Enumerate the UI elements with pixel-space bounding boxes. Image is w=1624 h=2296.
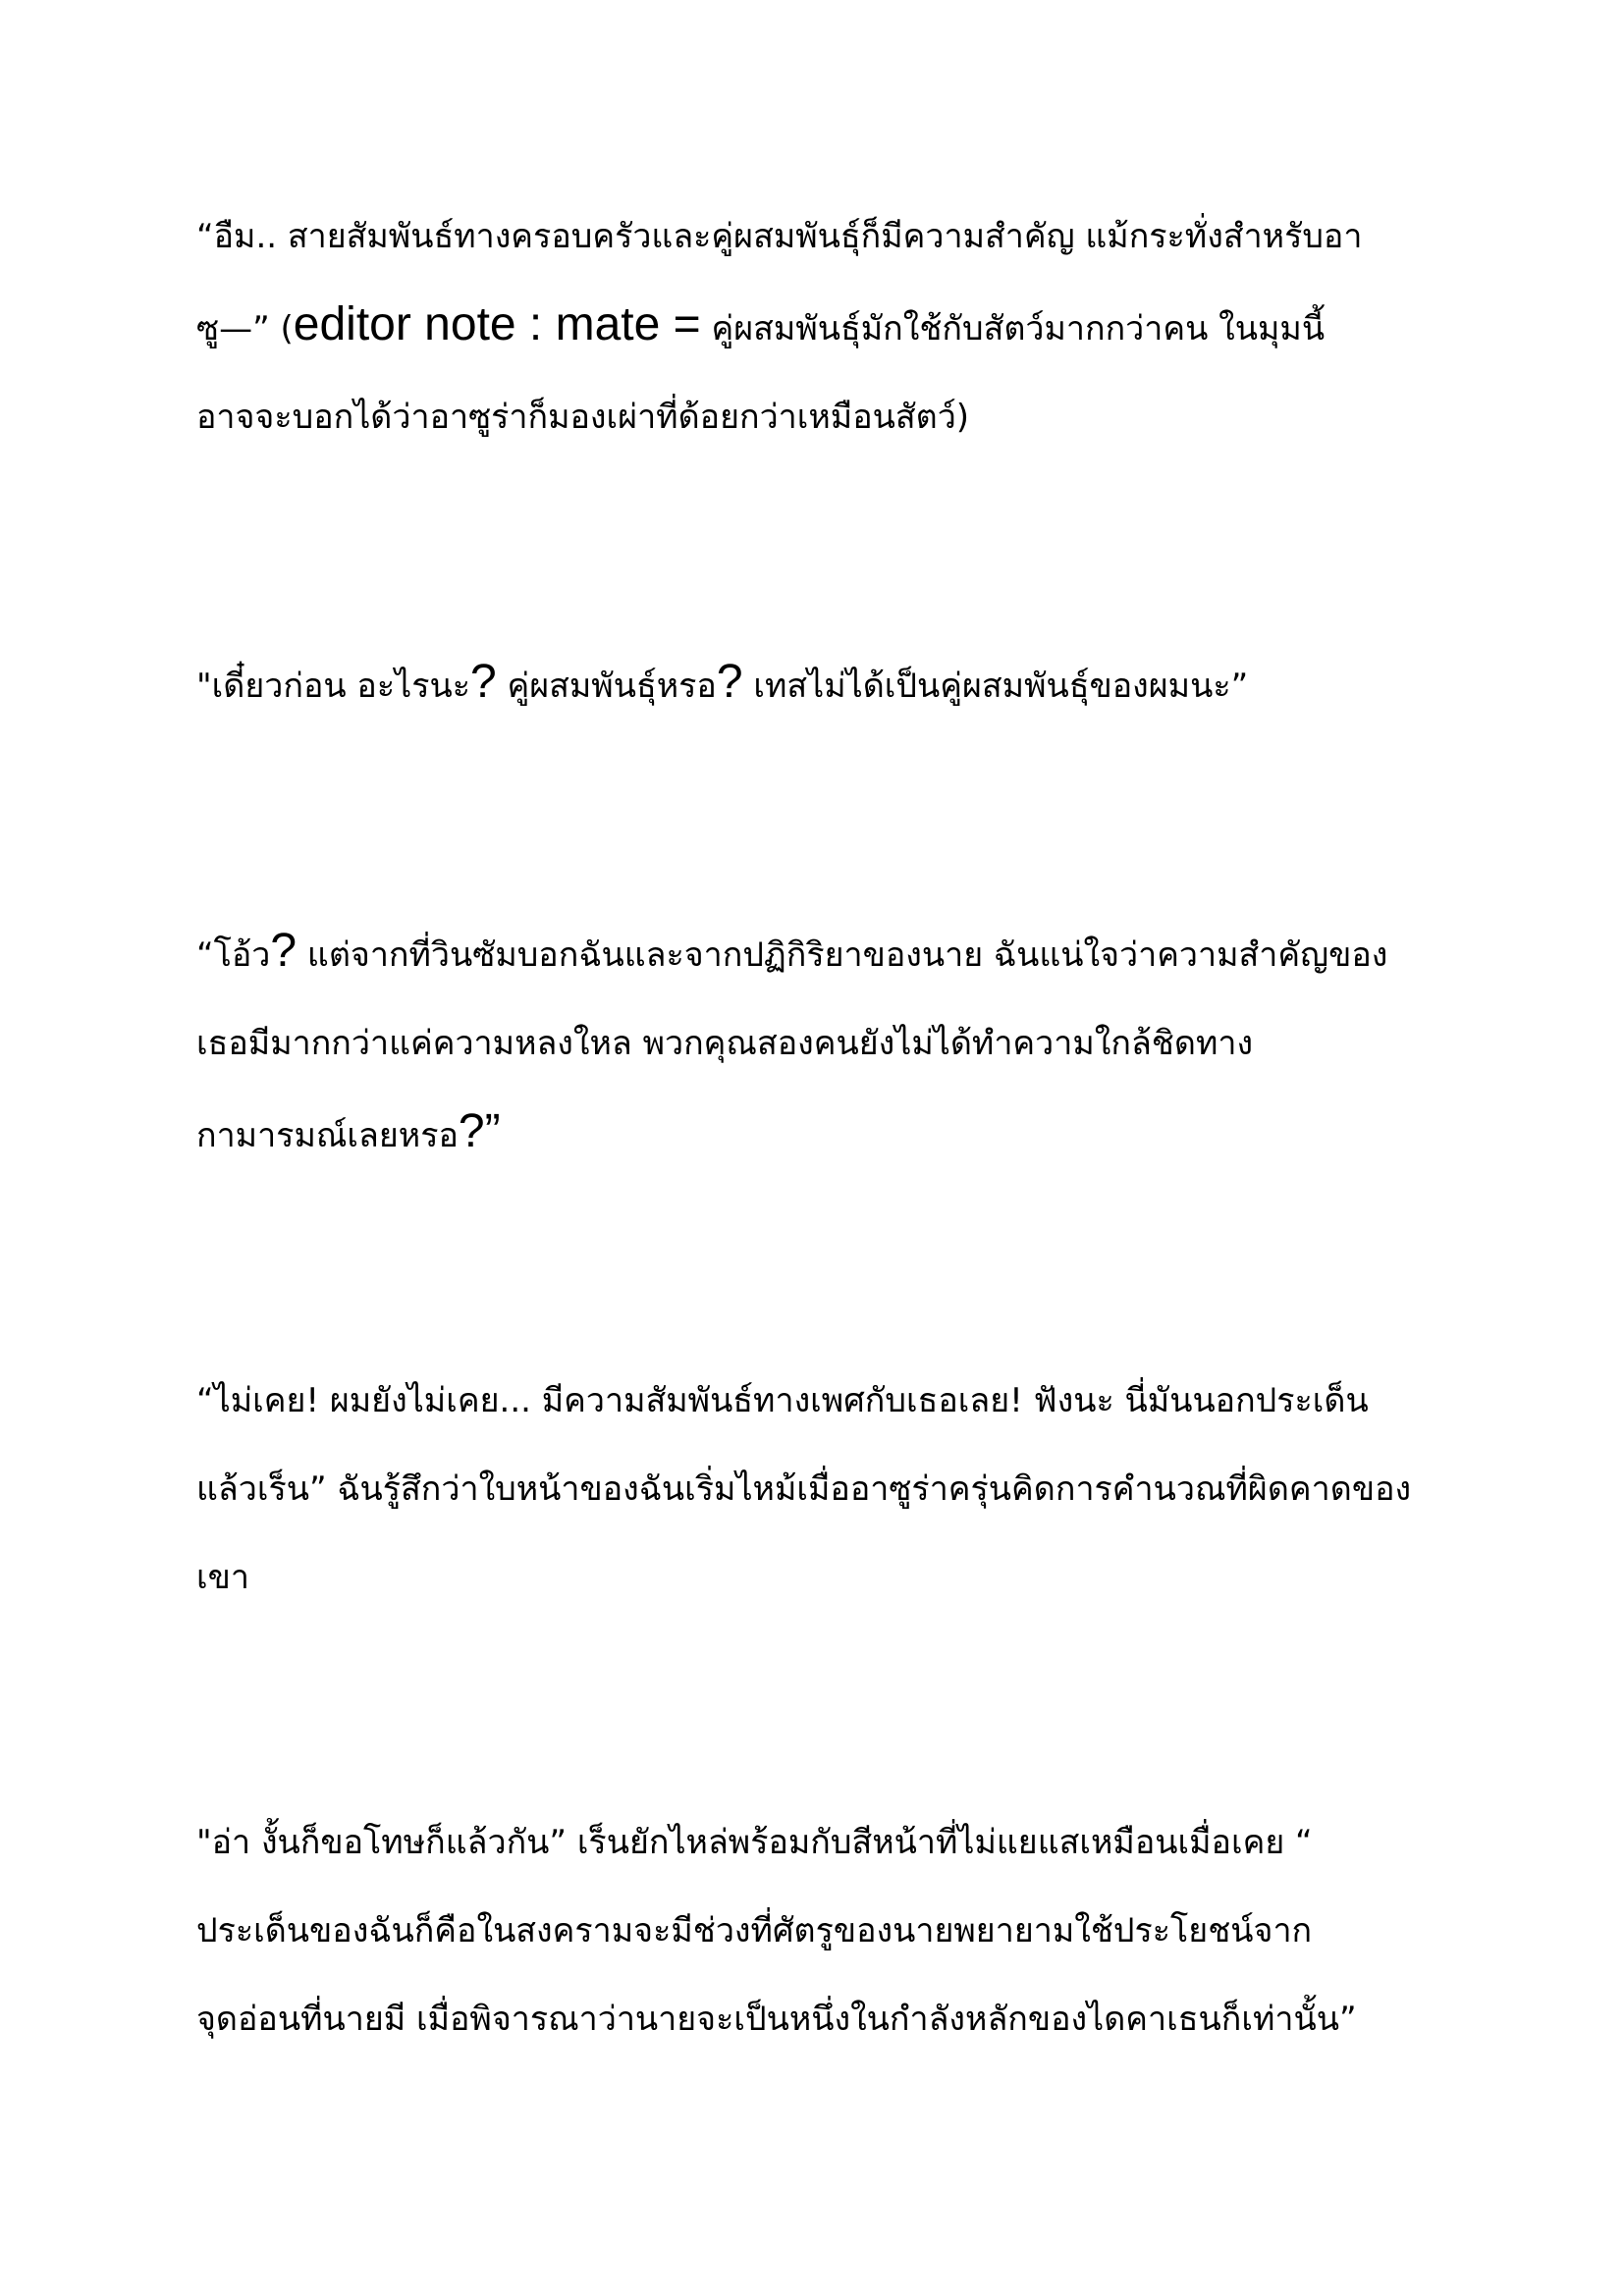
paragraph-2-seg-1: "เดี๋ยวก่อน อะไรนะ (196, 667, 470, 706)
paragraph-gap (196, 730, 1434, 907)
paragraph-gap (196, 1180, 1434, 1357)
paragraph-2-seg-3: เทสไม่ได้เป็นคู่ผสมพันธุ์ของผมนะ” (742, 667, 1249, 706)
paragraph-3-line-2: เธอมีมากกว่าแค่ความหลงใหล พวกคุณสองคนยังไม่ได้ทำความใกล้ชิดทาง (196, 1024, 1254, 1063)
paragraph-3-seg-3: กามารมณ์เลยหรอ (196, 1116, 459, 1155)
paragraph-2-line-1 (196, 638, 1434, 730)
paragraph-1 (196, 192, 1434, 461)
paragraph-3 (196, 907, 1434, 1180)
paragraph-2-seg-2: คู่ผสมพันธุ์หรอ (496, 667, 717, 706)
question-mark: ? (469, 656, 497, 708)
paragraph-5 (196, 1798, 1434, 2063)
paragraph-5-line-2: ประเด็นของฉันก็คือในสงครามจะมีช่วงที่ศัตรูของนายพยายามใช้ประโยชน์จาก (196, 1911, 1313, 1950)
paragraph-gap (196, 1622, 1434, 1798)
paragraph-2 (196, 638, 1434, 730)
paragraph-1-line-2 (196, 281, 1434, 373)
paragraph-1-line-3: อาจจะบอกได้ว่าอาซูร่าก็มองเผ่าที่ด้อยกว่าเหมือนสัตว์) (196, 398, 970, 437)
paragraph-5-line-1: "อ่า งั้นก็ขอโทษก็แล้วกัน” เร็นยักไหล่พร้อมกับสีหน้าที่ไม่แยแสเหมือนเมื่อเคย “ (196, 1823, 1313, 1862)
paragraph-5-line-3: จุดอ่อนที่นายมี เมื่อพิจารณาว่านายจะเป็นหนึ่งในกำลังหลักของไดคาเธนก็เท่านั้น” (196, 2000, 1357, 2039)
question-mark: ? (716, 656, 743, 708)
editor-note-text: คู่ผสมพันธุ์มักใช้กับสัตว์มากกว่าคน ในมุมนี้ (700, 309, 1326, 348)
document-body (196, 192, 1434, 2063)
paragraph-4-line-1: “ไม่เคย! ผมยังไม่เคย... มีความสัมพันธ์ทางเพศกับเธอเลย! ฟังนะ นี่มันนอกประเด็น (196, 1381, 1369, 1420)
paragraph-3-seg-2: แต่จากที่วินซัมบอกฉันและจากปฏิกิริยาของนาย ฉันแน่ใจว่าความสำคัญของ (297, 935, 1388, 975)
paragraph-3-line-1 (196, 907, 1434, 999)
paragraph-3-seg-1: “โอ้ว (196, 935, 271, 975)
paragraph-1-line-2-start: ซู—” ( (196, 309, 294, 348)
paragraph-4-line-3: เขา (196, 1558, 249, 1597)
paragraph-4-line-2: แล้วเร็น” ฉันรู้สึกว่าใบหน้าของฉันเริ่มไหม้เมื่ออาซูร่าครุ่นคิดการคำนวณที่ผิดคาดของ (196, 1469, 1412, 1509)
editor-note-label: editor note : mate = (293, 298, 701, 350)
paragraph-3-line-3 (196, 1088, 1434, 1180)
paragraph-4 (196, 1357, 1434, 1622)
question-mark: ? (270, 925, 298, 977)
question-end-quote: ?” (458, 1105, 501, 1157)
paragraph-gap (196, 461, 1434, 638)
paragraph-1-line-1: “อืม.. สายสัมพันธ์ทางครอบครัวและคู่ผสมพันธุ์ก็มีความสำคัญ แม้กระทั่งสำหรับอา (196, 217, 1363, 256)
